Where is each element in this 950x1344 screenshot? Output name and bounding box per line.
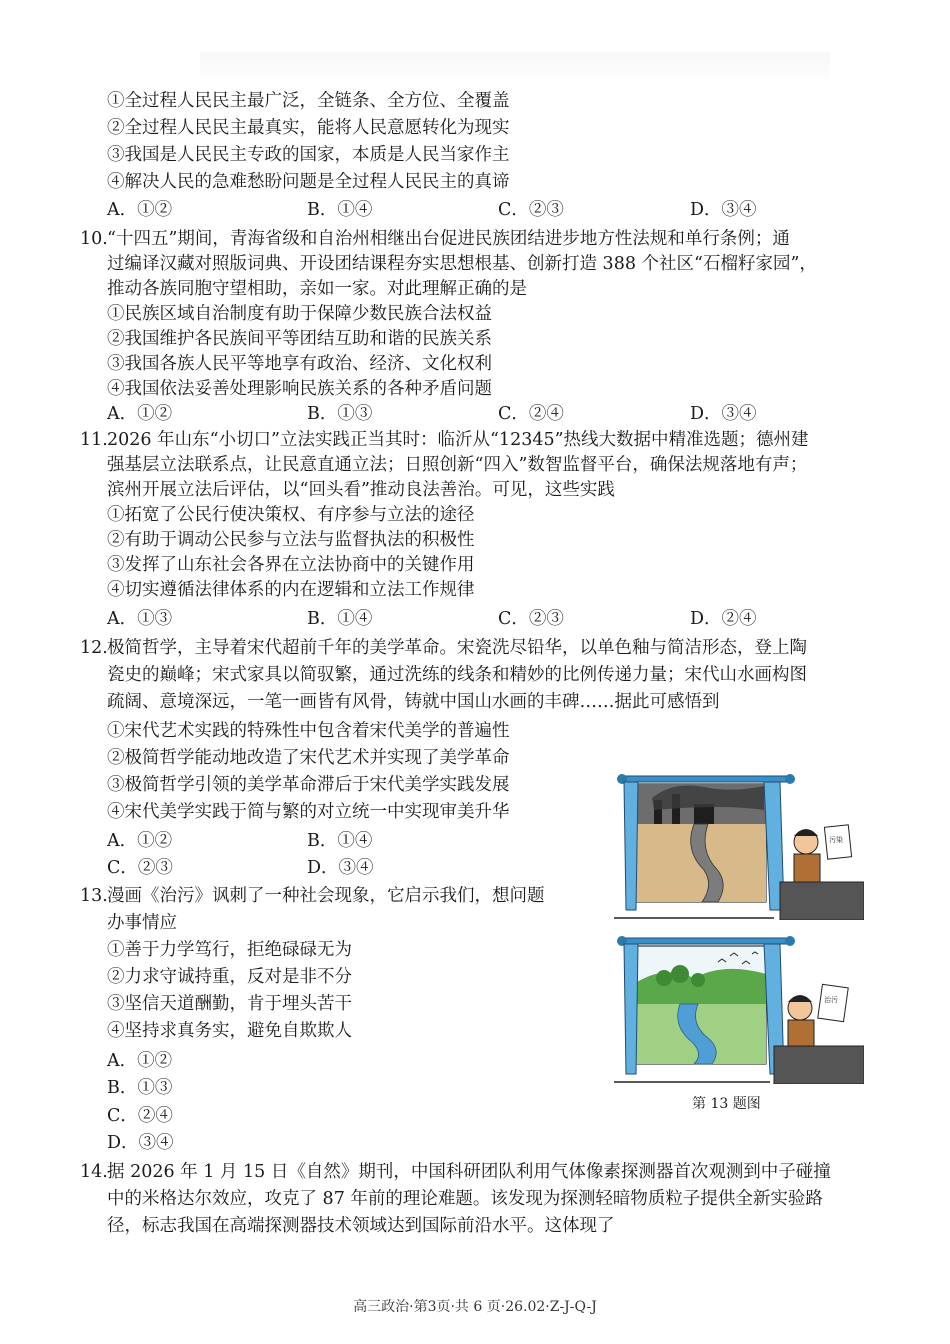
q10-option-a: A．①② (107, 404, 173, 424)
page-footer: 高三政治·第3页·共 6 页·26.02·Z-J-Q-J (353, 1299, 597, 1315)
figure-caption: 第 13 题图 (692, 1096, 761, 1112)
q13-number: 13. (80, 886, 108, 906)
q12-stem-1: 极简哲学，主导着宋代超前千年的美学革命。宋瓷洗尽铅华，以单色釉与简洁形态，登上陶 (107, 638, 807, 658)
q12-stem-3: 疏阔、意境深远，一笔一画皆有风骨，铸就中国山水画的丰碑……据此可感悟到 (107, 692, 720, 712)
q10-item-3: ③我国各族人民平等地享有政治、经济、文化权利 (107, 354, 492, 374)
q11-stem-1: 2026 年山东“小切口”立法实践正当其时：临沂从“12345”热线大数据中精准选题；德州建 (107, 430, 809, 450)
q13-option-b: B．①③ (107, 1078, 173, 1098)
q11-stem-3: 滨州开展立法后评估，以“回头看”推动良法善治。可见，这些实践 (107, 480, 615, 500)
q12-item-3: ③极简哲学引领的美学革命滞后于宋代美学实践发展 (107, 775, 510, 795)
q12-item-4: ④宋代美学实践于简与繁的对立统一中实现审美升华 (107, 802, 510, 822)
q14-stem-2: 中的米格达尔效应，攻克了 87 年前的理论难题。该发现为探测轻暗物质粒子提供全新实验路 (107, 1189, 823, 1209)
q13-stem-1: 漫画《治污》讽刺了一种社会现象，它启示我们，想问题 (107, 886, 545, 906)
q11-number: 11. (80, 430, 108, 450)
q9-option-a: A．①② (107, 200, 173, 220)
q12-stem-2: 瓷史的巅峰；宋式家具以简驭繁，通过洗练的线条和精妙的比例传递力量；宋代山水画构图 (107, 665, 807, 685)
q11-option-a: A．①③ (107, 609, 173, 629)
q10-stem-1: “十四五”期间，青海省级和自治州相继出台促进民族团结进步地方性法规和单行条例；通 (107, 229, 790, 249)
q9-option-c: C．②③ (498, 200, 564, 220)
q11-item-1: ①拓宽了公民行使决策权、有序参与立法的途径 (107, 505, 475, 525)
cartoon-polluted-panel (614, 770, 864, 920)
q11-option-c: C．②③ (498, 609, 564, 629)
q9-item-2: ②全过程人民民主最真实，能将人民意愿转化为现实 (107, 118, 510, 138)
q10-item-4: ④我国依法妥善处理影响民族关系的各种矛盾问题 (107, 379, 492, 399)
q12-item-2: ②极简哲学能动地改造了宋代艺术并实现了美学革命 (107, 748, 510, 768)
q11-stem-2: 强基层立法联系点，让民意直通立法；日照创新“四入”数智监督平台，确保法规落地有声； (107, 455, 808, 475)
q13-item-4: ④坚持求真务实，避免自欺欺人 (107, 1021, 352, 1041)
q13-item-3: ③坚信天道酬勤，肯于埋头苦干 (107, 994, 352, 1014)
q9-option-b: B．①④ (307, 200, 373, 220)
q13-option-d: D．③④ (107, 1133, 174, 1153)
header-strip (200, 52, 830, 78)
q10-option-c: C．②④ (498, 404, 564, 424)
cartoon-clean-panel (614, 934, 864, 1084)
q13-option-c: C．②④ (107, 1106, 173, 1126)
q11-item-3: ③发挥了山东社会各界在立法协商中的关键作用 (107, 555, 475, 575)
q10-option-d: D．③④ (690, 404, 757, 424)
q14-stem-3: 径，标志我国在高端探测器技术领域达到国际前沿水平。这体现了 (107, 1216, 615, 1236)
q10-option-b: B．①③ (307, 404, 373, 424)
q9-option-d: D．③④ (690, 200, 757, 220)
q12-option-c: C．②③ (107, 858, 173, 878)
q11-option-d: D．②④ (690, 609, 757, 629)
q9-item-1: ①全过程人民民主最广泛，全链条、全方位、全覆盖 (107, 91, 510, 111)
q13-item-1: ①善于力学笃行，拒绝碌碌无为 (107, 940, 352, 960)
q12-option-a: A．①② (107, 831, 173, 851)
q13-stem-2: 办事情应 (107, 913, 177, 933)
q10-item-2: ②我国维护各民族间平等团结互助和谐的民族关系 (107, 329, 492, 349)
q10-item-1: ①民族区域自治制度有助于保障少数民族合法权益 (107, 304, 492, 324)
q12-item-1: ①宋代艺术实践的特殊性中包含着宋代美学的普遍性 (107, 721, 510, 741)
q13-item-2: ②力求守诚持重，反对是非不分 (107, 967, 352, 987)
paper-label-bottom: 治污 (824, 996, 838, 1004)
q9-item-3: ③我国是人民民主专政的国家，本质是人民当家作主 (107, 145, 510, 165)
q10-stem-3: 推动各族同胞守望相助，亲如一家。对此理解正确的是 (107, 279, 527, 299)
q13-option-a: A．①② (107, 1051, 173, 1071)
q12-option-d: D．③④ (307, 858, 374, 878)
q11-item-2: ②有助于调动公民参与立法与监督执法的积极性 (107, 530, 475, 550)
paper-label-top: 污染 (829, 836, 843, 844)
q9-item-4: ④解决人民的急难愁盼问题是全过程人民民主的真谛 (107, 172, 510, 192)
q14-number: 14. (80, 1162, 108, 1182)
q11-item-4: ④切实遵循法律体系的内在逻辑和立法工作规律 (107, 580, 475, 600)
q10-number: 10. (80, 229, 108, 249)
q14-stem-1: 据 2026 年 1 月 15 日《自然》期刊，中国科研团队利用气体像素探测器首次观测到中子碰撞 (107, 1162, 831, 1182)
q11-option-b: B．①④ (307, 609, 373, 629)
q12-number: 12. (80, 638, 108, 658)
q10-stem-2: 过编译汉藏对照版词典、开设团结课程夯实思想根基、创新打造 388 个社区“石榴籽家园”， (107, 254, 817, 274)
q12-option-b: B．①④ (307, 831, 373, 851)
